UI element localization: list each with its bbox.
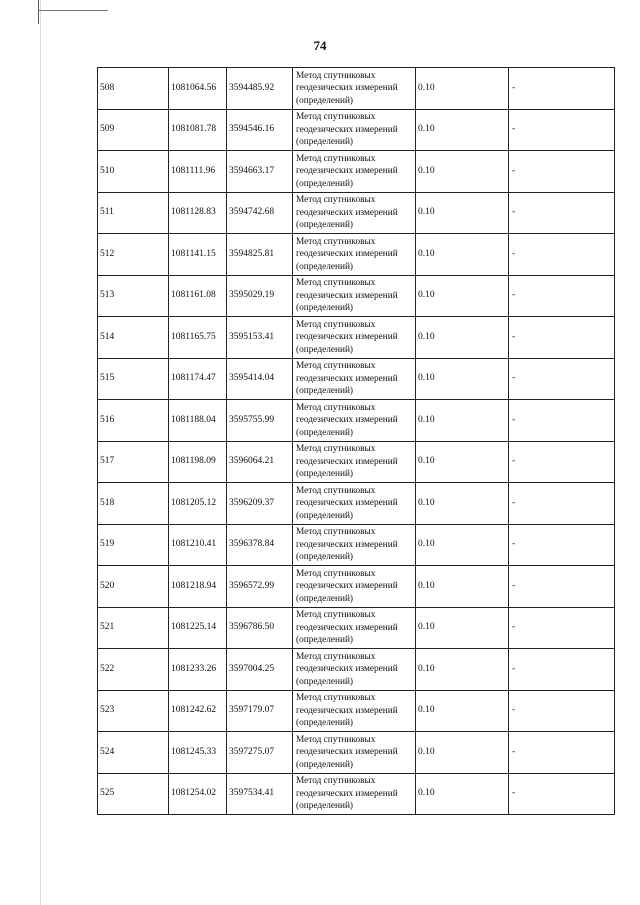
note-cell: - [509,773,615,815]
table-row [98,441,615,483]
note-cell: - [509,234,615,276]
method-cell: Метод спутниковых геодезических измерений (определений) [293,441,416,483]
method-cell: Метод спутниковых геодезических измерений (определений) [293,524,416,566]
note-cell: - [509,607,615,649]
x-coordinate-cell: 1081254.02 [169,773,227,815]
x-coordinate-cell: 1081081.78 [169,109,227,151]
scan-left-border [40,0,41,905]
point-number-cell: 508 [98,68,169,110]
method-cell: Метод спутниковых геодезических измерений (определений) [293,317,416,359]
method-cell: Метод спутниковых геодезических измерений (определений) [293,68,416,110]
x-coordinate-cell: 1081245.33 [169,732,227,774]
x-coordinate-cell: 1081205.12 [169,483,227,525]
point-number-cell: 519 [98,524,169,566]
accuracy-cell: 0.10 [416,649,509,691]
accuracy-cell: 0.10 [416,109,509,151]
page-number: 74 [313,38,327,53]
point-number-cell: 511 [98,192,169,234]
point-number-cell: 516 [98,400,169,442]
accuracy-cell: 0.10 [416,234,509,276]
accuracy-cell: 0.10 [416,441,509,483]
y-coordinate-cell: 3594485.92 [227,68,293,110]
x-coordinate-cell: 1081242.62 [169,690,227,732]
point-number-cell: 514 [98,317,169,359]
method-cell: Метод спутниковых геодезических измерений (определений) [293,192,416,234]
x-coordinate-cell: 1081188.04 [169,400,227,442]
method-cell: Метод спутниковых геодезических измерений (определений) [293,275,416,317]
method-cell: Метод спутниковых геодезических измерений (определений) [293,773,416,815]
y-coordinate-cell: 3596378.84 [227,524,293,566]
accuracy-cell: 0.10 [416,607,509,649]
accuracy-cell: 0.10 [416,317,509,359]
accuracy-cell: 0.10 [416,400,509,442]
note-cell: - [509,275,615,317]
point-number-cell: 520 [98,566,169,608]
scan-edge-mark [38,0,39,24]
method-cell: Метод спутниковых геодезических измерений (определений) [293,483,416,525]
note-cell: - [509,109,615,151]
x-coordinate-cell: 1081064.56 [169,68,227,110]
table-row [98,400,615,442]
table-row [98,234,615,276]
x-coordinate-cell: 1081161.08 [169,275,227,317]
table-row [98,607,615,649]
x-coordinate-cell: 1081218.94 [169,566,227,608]
point-number-cell: 510 [98,151,169,193]
table-row [98,483,615,525]
note-cell: - [509,524,615,566]
accuracy-cell: 0.10 [416,690,509,732]
note-cell: - [509,690,615,732]
note-cell: - [509,400,615,442]
x-coordinate-cell: 1081141.15 [169,234,227,276]
x-coordinate-cell: 1081210.41 [169,524,227,566]
point-number-cell: 517 [98,441,169,483]
accuracy-cell: 0.10 [416,483,509,525]
note-cell: - [509,566,615,608]
table-row [98,773,615,815]
table-row [98,566,615,608]
y-coordinate-cell: 3595414.04 [227,358,293,400]
x-coordinate-cell: 1081128.83 [169,192,227,234]
accuracy-cell: 0.10 [416,773,509,815]
table-row [98,690,615,732]
point-number-cell: 524 [98,732,169,774]
point-number-cell: 522 [98,649,169,691]
scan-edge-mark-top [38,10,108,11]
point-number-cell: 515 [98,358,169,400]
table-row [98,317,615,359]
x-coordinate-cell: 1081198.09 [169,441,227,483]
accuracy-cell: 0.10 [416,151,509,193]
table-row [98,275,615,317]
method-cell: Метод спутниковых геодезических измерений (определений) [293,566,416,608]
y-coordinate-cell: 3596572.99 [227,566,293,608]
method-cell: Метод спутниковых геодезических измерений (определений) [293,690,416,732]
note-cell: - [509,68,615,110]
y-coordinate-cell: 3594825.81 [227,234,293,276]
accuracy-cell: 0.10 [416,275,509,317]
point-number-cell: 509 [98,109,169,151]
note-cell: - [509,483,615,525]
note-cell: - [509,151,615,193]
accuracy-cell: 0.10 [416,732,509,774]
note-cell: - [509,317,615,359]
method-cell: Метод спутниковых геодезических измерений (определений) [293,109,416,151]
y-coordinate-cell: 3597275.07 [227,732,293,774]
method-cell: Метод спутниковых геодезических измерений (определений) [293,607,416,649]
y-coordinate-cell: 3594546.16 [227,109,293,151]
point-number-cell: 525 [98,773,169,815]
point-number-cell: 518 [98,483,169,525]
table-row [98,358,615,400]
y-coordinate-cell: 3595755.99 [227,400,293,442]
note-cell: - [509,649,615,691]
x-coordinate-cell: 1081111.96 [169,151,227,193]
table-row [98,192,615,234]
method-cell: Метод спутниковых геодезических измерений (определений) [293,649,416,691]
method-cell: Метод спутниковых геодезических измерений (определений) [293,151,416,193]
table-body [98,68,615,815]
accuracy-cell: 0.10 [416,192,509,234]
y-coordinate-cell: 3596064.21 [227,441,293,483]
note-cell: - [509,441,615,483]
y-coordinate-cell: 3594663.17 [227,151,293,193]
table-row [98,732,615,774]
point-number-cell: 521 [98,607,169,649]
x-coordinate-cell: 1081165.75 [169,317,227,359]
note-cell: - [509,358,615,400]
note-cell: - [509,192,615,234]
y-coordinate-cell: 3595029.19 [227,275,293,317]
accuracy-cell: 0.10 [416,524,509,566]
method-cell: Метод спутниковых геодезических измерений (определений) [293,400,416,442]
point-number-cell: 523 [98,690,169,732]
accuracy-cell: 0.10 [416,68,509,110]
x-coordinate-cell: 1081225.14 [169,607,227,649]
note-cell: - [509,732,615,774]
table-row [98,68,615,110]
table-row [98,151,615,193]
accuracy-cell: 0.10 [416,566,509,608]
x-coordinate-cell: 1081174.47 [169,358,227,400]
y-coordinate-cell: 3594742.68 [227,192,293,234]
x-coordinate-cell: 1081233.26 [169,649,227,691]
y-coordinate-cell: 3597179.07 [227,690,293,732]
point-number-cell: 513 [98,275,169,317]
y-coordinate-cell: 3595153.41 [227,317,293,359]
coordinates-table [97,67,615,815]
y-coordinate-cell: 3597004.25 [227,649,293,691]
y-coordinate-cell: 3596786.50 [227,607,293,649]
method-cell: Метод спутниковых геодезических измерений (определений) [293,234,416,276]
table-row [98,649,615,691]
y-coordinate-cell: 3596209.37 [227,483,293,525]
accuracy-cell: 0.10 [416,358,509,400]
table-row [98,109,615,151]
y-coordinate-cell: 3597534.41 [227,773,293,815]
table-row [98,524,615,566]
method-cell: Метод спутниковых геодезических измерений (определений) [293,358,416,400]
method-cell: Метод спутниковых геодезических измерений (определений) [293,732,416,774]
point-number-cell: 512 [98,234,169,276]
